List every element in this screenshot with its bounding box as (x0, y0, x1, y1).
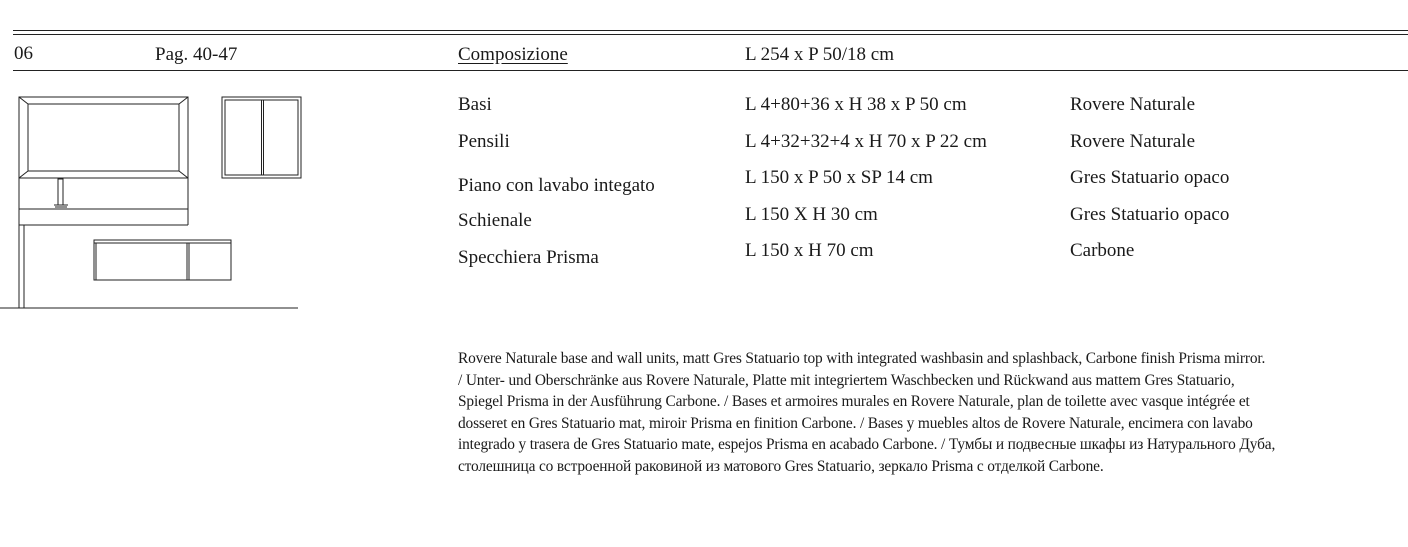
mirror-drawing (19, 97, 188, 178)
item-name: Piano con lavabo integato (458, 175, 655, 196)
description-line: Rovere Naturale base and wall units, matt Gres Statuario top with integrated washbasin and splashback, Carbone finish Prisma mirror. (458, 350, 1266, 367)
description-line: Spiegel Prisma in der Ausführung Carbone. / Bases et armoires murales en Rovere Naturale, plan de toilette avec vasque intégrée et (458, 393, 1250, 411)
item-name: Basi (458, 94, 492, 115)
item-name: Schienale (458, 210, 532, 231)
furniture-elevation-drawing (0, 85, 310, 315)
item-finish: Rovere Naturale (1070, 131, 1196, 152)
item-finish: Gres Statuario opaco (1070, 204, 1230, 225)
item-finish: Gres Statuario opaco (1070, 167, 1230, 188)
top-rule-secondary (13, 34, 1408, 35)
item-dimensions: L 4+80+36 x H 38 x P 50 cm (745, 94, 967, 115)
washbasin-top-drawing (19, 178, 188, 225)
top-rule (13, 30, 1408, 31)
item-dimensions: L 150 x P 50 x SP 14 cm (745, 167, 933, 188)
wall-cabinet-drawing (222, 97, 301, 178)
description-line: dosseret en Gres Statuario mat, miroir Prisma en finition Carbone. / Bases y muebles altos de Rovere Naturale, encimera con lavabo (458, 414, 1253, 432)
composition-number: 06 (14, 43, 33, 64)
description-line: столешница со встроенной раковиной из матового Gres Statuario, зеркало Prisma с отделкой Carbone. (458, 457, 1104, 475)
composition-label: Composizione (458, 44, 568, 65)
item-name: Specchiera Prisma (458, 247, 599, 268)
base-unit-drawing (94, 240, 231, 280)
item-name: Pensili (458, 131, 510, 152)
header-bottom-rule (13, 70, 1408, 71)
item-finish: Carbone (1070, 240, 1135, 261)
composition-size: L 254 x P 50/18 cm (745, 44, 895, 65)
item-dimensions: L 150 x H 70 cm (745, 240, 874, 261)
item-dimensions: L 150 X H 30 cm (745, 204, 878, 225)
description-line: integrado y trasera de Gres Statuario mate, espejos Prisma en acabado Carbone. / Тумбы и подвесные шкафы из Натурального Дуба, (458, 436, 1276, 454)
page-reference: Pag. 40-47 (155, 44, 238, 65)
description-line: / Unter- und Oberschränke aus Rovere Naturale, Platte mit integriertem Waschbecken und Rückwand aus mattem Gres Statuario, (458, 371, 1235, 389)
composition-description (458, 348, 1403, 478)
item-dimensions: L 4+32+32+4 x H 70 x P 22 cm (745, 131, 987, 152)
wall-floor-drawing (0, 225, 298, 308)
item-finish: Rovere Naturale (1070, 94, 1196, 115)
